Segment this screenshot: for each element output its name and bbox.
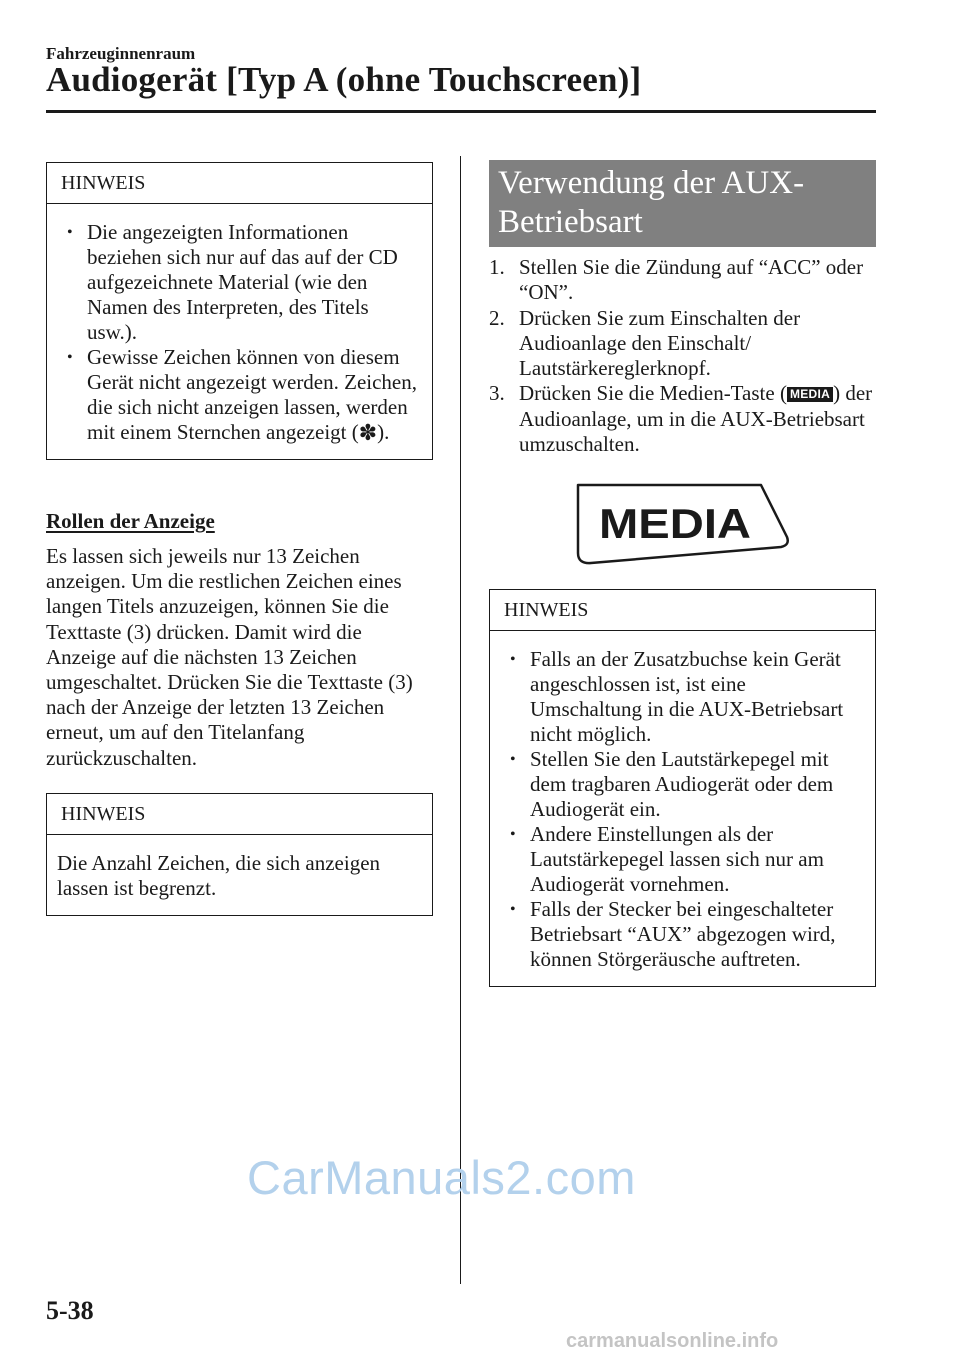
note-list (500, 647, 863, 972)
note-list (57, 220, 420, 445)
media-button-icon: MEDIA (787, 387, 833, 402)
left-column (46, 162, 433, 916)
list-item: • Falls der Stecker bei eingeschalteter Betriebsart “AUX” abgezogen wird, können Störgeräusche auftreten. (500, 897, 863, 972)
note-heading: HINWEIS (490, 590, 875, 631)
section-label: Fahrzeuginnenraum (46, 44, 196, 63)
section-banner-aux: Verwendung der AUX-Betriebsart (489, 160, 876, 247)
list-item: • Stellen Sie den Lautstärkepegel mit dem tragbaren Audiogerät oder dem Audiogerät ein. (500, 747, 863, 822)
watermark: CarManuals2.com (247, 1151, 636, 1204)
note-body: Die Anzahl Zeichen, die sich anzeigen lassen ist begrenzt. (57, 850, 381, 900)
media-button-label: MEDIA (599, 500, 751, 548)
media-button-icon (575, 481, 791, 567)
asterisk-icon: ✽ (358, 421, 378, 446)
media-button-figure (489, 481, 876, 569)
list-item: 1. Stellen Sie die Zündung auf “ACC” oder “ON”. (489, 255, 864, 305)
list-item: • Falls an der Zusatzbuchse kein Gerät angeschlossen ist, ist eine Umschaltung in die AUX-Betriebsart nicht möglich. (500, 647, 863, 747)
scroll-display-paragraph: Es lassen sich jeweils nur 13 Zeichen anzeigen. Um die restlichen Zeichen eines langen Titels anzuzeigen, können Sie die Texttaste (3) drücken. Damit wird die Anzeige auf die nächsten 13 Zeichen umgeschaltet. Drücken Sie die Texttaste (3) nach der Anzeige der letzten 13 Zeichen erneut, um auf den Titelanfang zurückzuschalten. (46, 544, 413, 770)
subheading-scroll-display: Rollen der Anzeige (46, 509, 215, 533)
note-body (47, 204, 432, 459)
list-item: • Gewisse Zeichen können von diesem Gerät nicht angezeigt werden. Zeichen, die sich nicht anzeigen lassen, werden mit einem Sternchen angezeigt (✽). (57, 345, 420, 445)
note-box-display-info (46, 162, 433, 460)
source-footer: carmanualsonline.info (566, 1330, 779, 1352)
list-item: • Andere Einstellungen als der Lautstärkepegel lassen sich nur am Audiogerät vornehmen. (500, 822, 863, 897)
column-divider (460, 156, 461, 1284)
note-heading: HINWEIS (47, 163, 432, 204)
list-item: • Die angezeigten Informationen beziehen sich nur auf das auf der CD aufgezeichnete Material (wie den Namen des Interpreten, des Titels usw.). (57, 220, 420, 345)
note-box-aux (489, 589, 876, 987)
steps-list (489, 255, 876, 457)
page-title: Audiogerät [Typ A (ohne Touchscreen)] (46, 60, 642, 99)
right-column (489, 160, 876, 987)
note-box-char-limit (46, 793, 433, 916)
note-heading: HINWEIS (47, 794, 432, 835)
top-rule (46, 110, 876, 113)
page-number: 5-38 (46, 1296, 94, 1325)
note-body (490, 631, 875, 986)
list-item: 3. Drücken Sie die Medien-Taste ( MEDIA ) der Audioanlage, um in die AUX-Betriebsart umzuschalten. (489, 381, 873, 457)
list-item: 2. Drücken Sie zum Einschalten der Audioanlage den Einschalt/ Lautstärkereglerknopf. (489, 305, 801, 381)
